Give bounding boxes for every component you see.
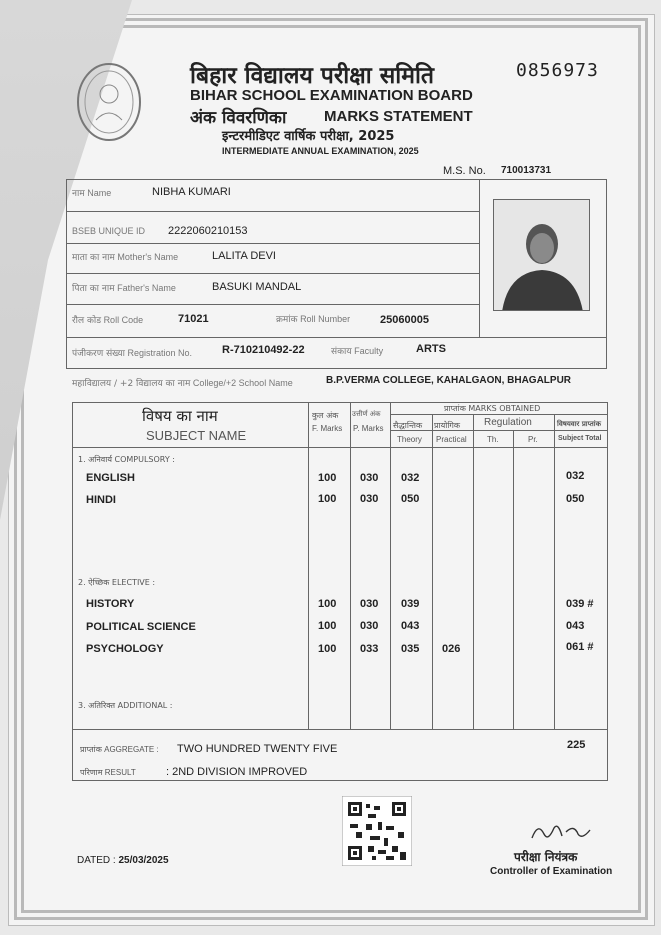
reg-label: Registration No. [127,348,193,358]
pass-marks: 030 [360,472,379,484]
subject-total-header: Subject Total [558,435,602,442]
student-name: NIBHA KUMARI [152,186,231,198]
subject-name: PSYCHOLOGY [86,643,164,655]
roll-code-value: 71021 [178,313,209,325]
faculty-value: ARTS [416,343,446,355]
name-label-hindi: नाम [72,189,85,199]
serial-number: 0856973 [516,60,599,81]
uid-value: 2222060210153 [168,225,248,237]
subject-total: 043 [566,620,585,632]
subject-name: ENGLISH [86,472,135,484]
exam-name-hindi: इन्टरमीडिएट वार्षिक परीक्षा, 2025 [222,129,395,144]
theory-marks: 039 [401,598,420,610]
additional-section-label: 3. अतिरिक्त ADDITIONAL : [78,701,173,710]
subject-name: HISTORY [86,598,135,610]
board-name-english: BIHAR SCHOOL EXAMINATION BOARD [190,87,473,104]
father-label-hindi: पिता का नाम [72,284,115,294]
reg-label-hindi: पंजीकरण संख्या [72,349,125,359]
practical-marks: 026 [442,643,461,655]
ms-no-value: 710013731 [501,165,552,176]
pass-marks: 030 [360,598,379,610]
theory-marks: 043 [401,620,420,632]
board-name-hindi: बिहार विद्यालय परीक्षा समिति [190,63,435,89]
pmarks-header: P. Marks [353,424,384,433]
faculty-label-hindi: संकाय [331,347,352,357]
theory-marks: 035 [401,643,420,655]
subject-total: 039 # [566,598,594,610]
pmarks-header-hindi: उत्तीर्ण अंक [352,410,381,418]
subject-total: 061 # [566,641,594,653]
full-marks: 100 [318,598,337,610]
summary-box [72,730,608,781]
student-photo [493,199,590,311]
faculty-label: Faculty [354,346,384,356]
father-name: BASUKI MANDAL [212,281,302,293]
full-marks: 100 [318,643,337,655]
father-label: Father's Name [117,283,176,293]
result-label: RESULT [104,768,136,777]
roll-code-label-hindi: रौल कोड [72,316,102,326]
aggregate-label-hindi: प्राप्तांक [80,745,102,754]
practical-header-hindi: प्रायोगिक [434,421,461,430]
regulation-th-header: Th. [487,435,499,444]
regulation-pr-header: Pr. [528,435,538,444]
marks-obtained-header: प्राप्तांक MARKS OBTAINED [444,404,541,413]
fmarks-header-hindi: कुल अंक [312,411,339,420]
subject-total: 032 [566,470,585,482]
subject-header-english: SUBJECT NAME [146,428,247,443]
controller-hindi: परीक्षा नियंत्रक [514,850,578,864]
aggregate-words: TWO HUNDRED TWENTY FIVE [177,743,338,755]
compulsory-section-label: 1. अनिवार्य COMPULSORY : [78,455,175,464]
signature-icon [528,818,598,846]
subject-total: 050 [566,493,585,505]
issue-date: 25/03/2025 [118,855,169,866]
mother-label: Mother's Name [117,252,179,262]
uid-label: BSEB UNIQUE ID [72,226,146,236]
subject-header-hindi: विषय का नाम [142,407,218,425]
marks-table [72,402,608,730]
subject-total-header-hindi: विषयवार प्राप्तांक [557,420,601,428]
full-marks: 100 [318,472,337,484]
pass-marks: 033 [360,643,379,655]
college-name: B.P.VERMA COLLEGE, KAHALGAON, BHAGALPUR [326,375,572,386]
theory-header-hindi: सैद्धान्तिक [393,421,423,430]
roll-number-value: 25060005 [380,314,429,326]
fmarks-header: F. Marks [312,424,343,433]
aggregate-total: 225 [567,739,586,751]
roll-code-label: Roll Code [103,315,144,325]
registration-number: R-710210492-22 [222,344,305,356]
student-photo-icon [494,200,590,311]
name-label: Name [87,188,112,198]
ms-no-label: M.S. No. [443,165,486,177]
theory-marks: 050 [401,493,420,505]
aggregate-label: AGGREGATE : [104,745,159,754]
theory-header: Theory [397,435,422,444]
practical-header: Practical [436,435,467,444]
result-value: : 2ND DIVISION IMPROVED [166,766,308,778]
marks-statement-hindi: अंक विवरणिका [190,108,287,128]
roll-no-label: Roll Number [300,314,351,324]
board-seal-icon [76,62,142,142]
controller-english: Controller of Examination [490,866,613,877]
regulation-header: Regulation [484,417,532,428]
full-marks: 100 [318,493,337,505]
result-label-hindi: परिणाम [80,768,103,777]
roll-no-label-hindi: क्रमांक [276,315,298,325]
pass-marks: 030 [360,493,379,505]
college-label: College/+2 School Name [192,378,293,388]
theory-marks: 032 [401,472,420,484]
full-marks: 100 [318,620,337,632]
exam-name-english: INTERMEDIATE ANNUAL EXAMINATION, 2025 [222,146,419,156]
marks-statement-english: MARKS STATEMENT [324,108,473,125]
college-label-hindi: महाविद्यालय / +2 विद्यालय का नाम [72,379,191,389]
qr-code-icon [342,796,412,866]
pass-marks: 030 [360,620,379,632]
mother-name: LALITA DEVI [212,250,276,262]
subject-name: POLITICAL SCIENCE [86,621,196,633]
dated-label: DATED : [77,855,116,866]
elective-section-label: 2. ऐच्छिक ELECTIVE : [78,578,156,587]
subject-name: HINDI [86,494,116,506]
mother-label-hindi: माता का नाम [72,253,115,263]
